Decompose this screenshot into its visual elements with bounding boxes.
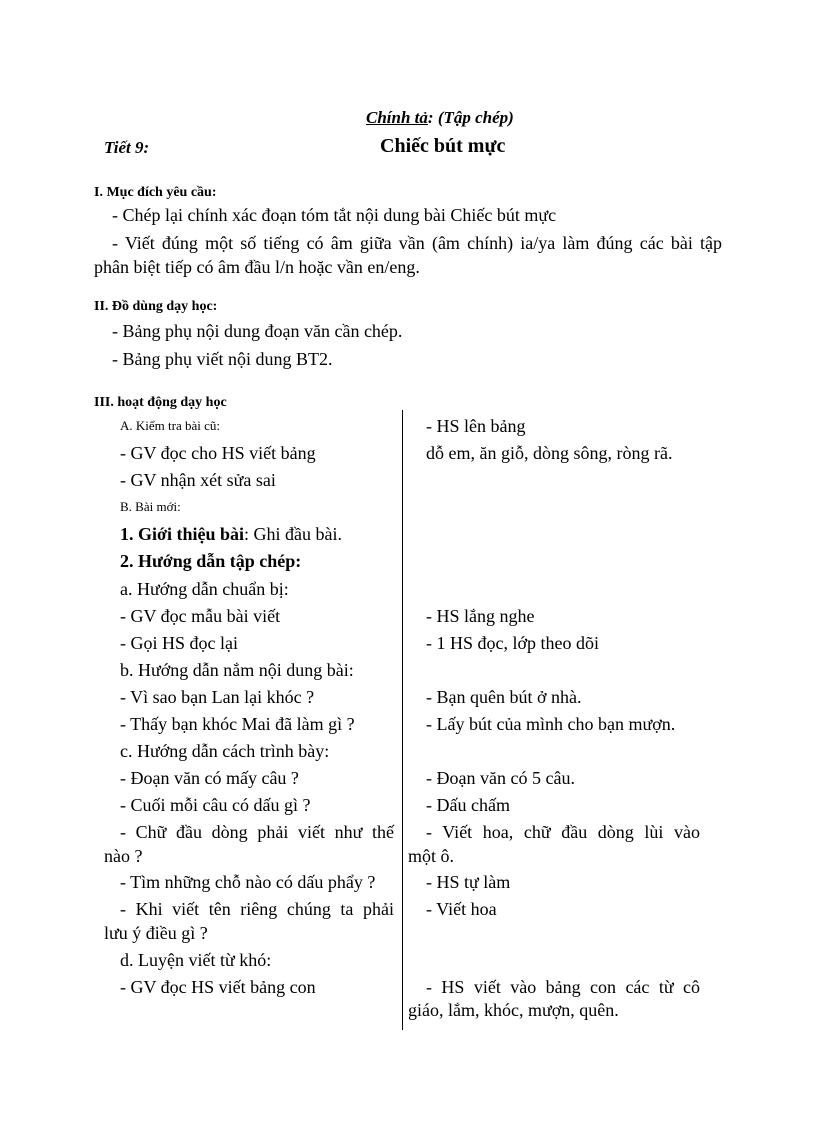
right-a-self: - HS tự làm: [426, 872, 511, 892]
subject-label: Chính tả: [366, 108, 428, 127]
left-q-lan-cry: - Vì sao bạn Lan lại khóc ?: [120, 687, 315, 707]
left-b-new: B. Bài mới:: [120, 499, 181, 514]
right-a-write-a: - HS viết vào bảng con các từ cô: [426, 977, 700, 997]
left-intro-bold: 1. Giới thiệu bài: [120, 524, 244, 544]
section1-line2a: - Viết đúng một số tiếng có âm giữa vần (âm chính) ia/ya làm đúng các bài tập: [112, 233, 722, 253]
left-q-comma: - Tìm những chỗ nào có dấu phẩy ?: [120, 872, 376, 892]
left-q-first-word-a: - Chữ đầu dòng phải viết như thế: [120, 822, 394, 842]
right-a-forgot: - Bạn quên bút ở nhà.: [426, 687, 582, 707]
left-q-first-word-wrap: [120, 822, 394, 843]
left-hard-words: d. Luyện viết từ khó:: [120, 950, 272, 970]
right-a-period: - Dấu chấm: [426, 795, 510, 815]
lesson-number: Tiết 9:: [104, 138, 150, 157]
right-words: dỗ em, ăn giỗ, dòng sông, ròng rã.: [426, 443, 673, 463]
section2-line2: - Bảng phụ viết nội dung BT2.: [112, 349, 333, 369]
right-a-five: - Đoạn văn có 5 câu.: [426, 768, 575, 788]
section1-line2a-wrap: [112, 233, 722, 254]
section1-line2b: phân biệt tiếp có âm đầu l/n hoặc vần en/eng.: [94, 257, 420, 277]
left-layout-guide: c. Hướng dẫn cách trình bày:: [120, 741, 330, 761]
left-intro: [120, 524, 342, 545]
right-a-write-b: giáo, lắm, khóc, mượn, quên.: [408, 1000, 619, 1020]
column-divider: [402, 410, 403, 1030]
subject-colon: :: [427, 108, 434, 127]
left-content-guide: b. Hướng dẫn nắm nội dung bài:: [120, 660, 354, 680]
subject-subtitle: (Tập chép): [437, 108, 514, 127]
section2-heading: II. Đồ dùng dạy học:: [94, 299, 218, 314]
left-gv-read: - GV đọc cho HS viết bảng: [120, 443, 316, 463]
left-q-end-mark: - Cuối mỗi câu có dấu gì ?: [120, 795, 311, 815]
section1-line1: - Chép lại chính xác đoạn tóm tắt nội dung bài Chiếc bút mực: [112, 205, 557, 225]
left-gv-comment: - GV nhận xét sửa sai: [120, 470, 276, 490]
right-a-caps-wrap: [426, 822, 700, 843]
left-q-proper-a: - Khi viết tên riêng chúng ta phải: [120, 899, 394, 919]
right-one-hs: - 1 HS đọc, lớp theo dõi: [426, 633, 600, 653]
left-q-mai: - Thấy bạn khóc Mai đã làm gì ?: [120, 714, 355, 734]
right-a-caps-a: - Viết hoa, chữ đầu dòng lùi vào: [426, 822, 700, 842]
subject-heading: [366, 108, 514, 128]
section3-heading: III. hoạt động dạy học: [94, 395, 227, 410]
left-guide-copy: 2. Hướng dẫn tập chép:: [120, 551, 302, 571]
right-hs-listen: - HS lắng nghe: [426, 606, 535, 626]
left-gv-hard: - GV đọc HS viết bảng con: [120, 977, 316, 997]
section1-heading: I. Mục đích yêu cầu:: [94, 185, 217, 200]
right-a-write-wrap: [426, 977, 700, 998]
page-title: Chiếc bút mực: [380, 135, 506, 157]
left-q-proper-b: lưu ý điều gì ?: [104, 923, 208, 943]
right-a-cap: - Viết hoa: [426, 899, 497, 919]
left-q-proper-wrap: [120, 899, 394, 920]
left-q-first-word-b: nào ?: [104, 846, 143, 866]
left-gv-sample: - GV đọc mẫu bài viết: [120, 606, 281, 626]
left-intro-rest: : Ghi đầu bài.: [244, 524, 342, 544]
left-call-hs: - Gọi HS đọc lại: [120, 633, 238, 653]
right-a-caps-b: một ô.: [408, 846, 455, 866]
left-a-check: A. Kiểm tra bài cũ:: [120, 418, 220, 433]
right-a-lend: - Lấy bút của mình cho bạn mượn.: [426, 714, 676, 734]
left-prep: a. Hướng dẫn chuẩn bị:: [120, 579, 289, 599]
right-hs-board: - HS lên bảng: [426, 416, 526, 436]
section2-line1: - Bảng phụ nội dung đoạn văn cần chép.: [112, 321, 403, 341]
left-q-sentences: - Đoạn văn có mấy câu ?: [120, 768, 299, 788]
